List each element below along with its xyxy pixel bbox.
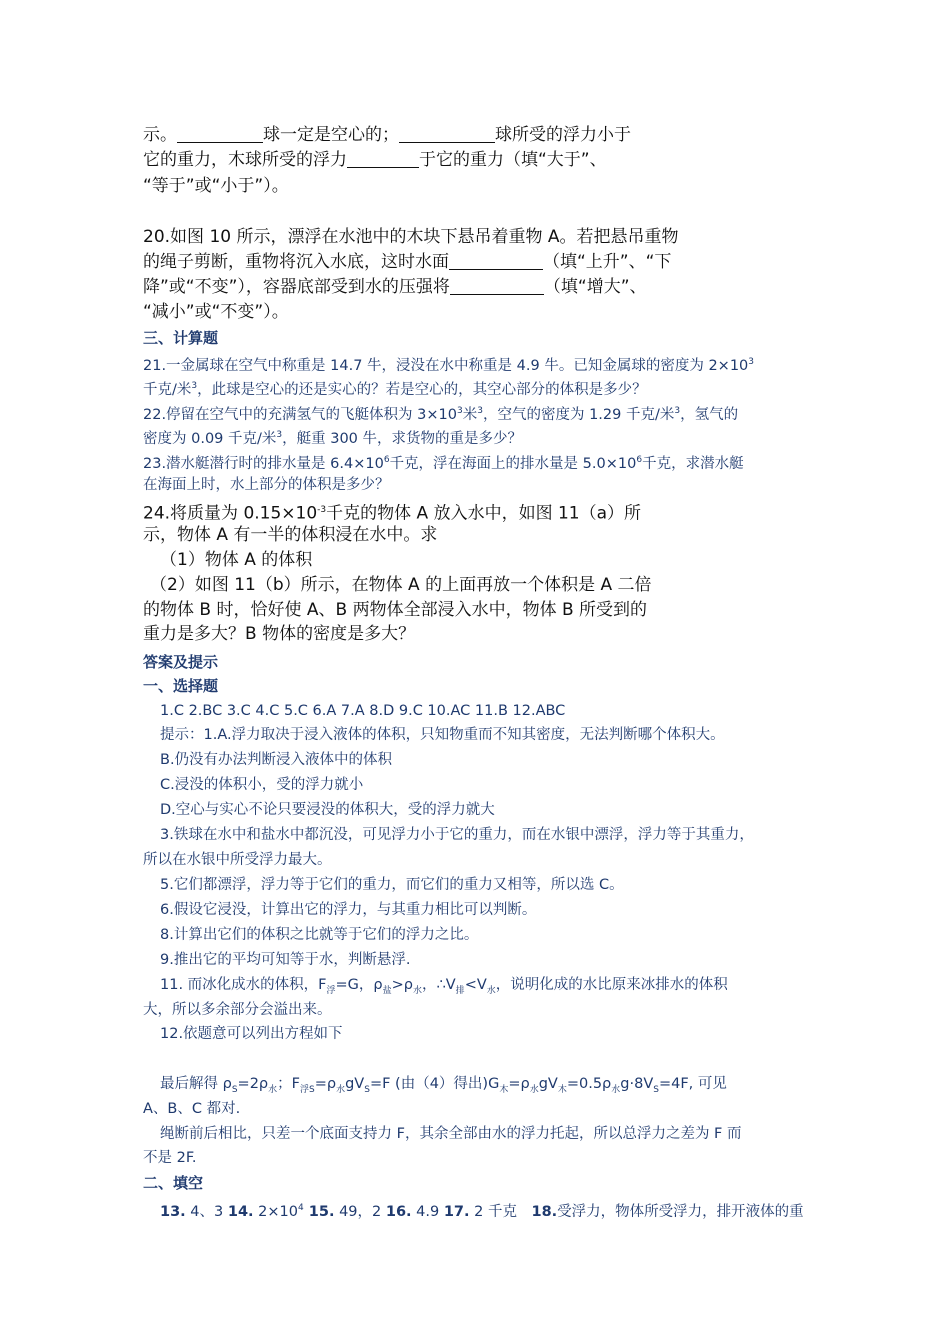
text: ，说明化成的水比原来冰排水的体积 [495, 977, 728, 993]
q20-line-4: “减小”或“不变”）。 [143, 302, 289, 322]
answer-blank[interactable] [399, 124, 495, 143]
q24-line-5: 的物体 B 时，恰好使 A、B 两物体全部浸入水中，物体 B 所受到的 [143, 600, 648, 620]
q19-line-1 [143, 123, 631, 147]
question-number: 16. [385, 1203, 412, 1220]
text: 2 千克 [469, 1203, 532, 1220]
question-number: 15. [303, 1203, 335, 1220]
text: 4、3 [185, 1203, 228, 1220]
text: ，此球是空心的还是实心的？若是空心的，其空心部分的体积是多少？ [197, 381, 647, 398]
hint-line-11 [160, 974, 728, 1002]
q20-line-1: 20.如图 10 所示，漂浮在水池中的木块下悬吊着重物 A。若把悬吊重物 [143, 227, 679, 247]
subscript: 浮S [300, 1084, 315, 1095]
text: gV [345, 1076, 365, 1092]
text: =2ρ [237, 1076, 269, 1092]
text: ，空气的密度为 1.29 千克/米 [482, 406, 675, 423]
text: =ρ [314, 1076, 337, 1092]
text: 密度为 0.09 千克/米 [143, 430, 277, 447]
text: 22.停留在空气中的充满氢气的飞艇体积为 3×10 [143, 406, 457, 423]
q22-line-1 [143, 400, 738, 426]
q21-line-2 [143, 375, 647, 401]
text: =F (由（4）得出)G [369, 1076, 500, 1092]
text: 2×10 [253, 1203, 298, 1220]
subscript: 木 [557, 1084, 567, 1095]
subscript: 水 [413, 985, 423, 996]
question-number: 17. [443, 1203, 470, 1220]
subscript: 水 [529, 1084, 539, 1095]
q24-line-3: （1）物体 A 的体积 [160, 550, 313, 570]
section-heading-choice: 一、选择题 [143, 677, 219, 695]
choice-answers: 1.C 2.BC 3.C 4.C 5.C 6.A 7.A 8.D 9.C 10.AC 11.B 12.ABC [160, 703, 566, 719]
superscript: 3 [477, 406, 483, 416]
superscript: 6 [636, 455, 643, 465]
superscript: 3 [748, 357, 755, 367]
text: 最后解得 ρ [160, 1076, 232, 1092]
text: （填“上升”、“下 [543, 252, 672, 272]
q20-line-2 [143, 250, 671, 274]
text: 千克，浮在海面上的排水量是 5.0×10 [389, 455, 637, 472]
superscript: 6 [383, 455, 390, 465]
q19-line-2 [143, 148, 607, 172]
text: 11. 而冰化成水的体积，F [160, 977, 327, 993]
hint-line-4: D.空心与实心不论只要浸没的体积大，受的浮力就大 [160, 802, 495, 818]
text: ，∴V [422, 977, 456, 993]
text: g·8V [620, 1076, 654, 1092]
text: <V [464, 977, 487, 993]
text: 24.将质量为 0.15×10 [143, 503, 318, 524]
q23-line-2: 在海面上时，水上部分的体积是多少？ [143, 477, 390, 493]
text: =G，ρ [335, 977, 383, 993]
hint-line-6: 所以在水银中所受浮力最大。 [143, 852, 332, 868]
hint-line-12: 大，所以多余部分会溢出来。 [143, 1002, 332, 1018]
section-heading-fill: 二、填空 [143, 1174, 204, 1192]
subscript: 水 [486, 985, 496, 996]
text: 49，2 [334, 1203, 386, 1220]
superscript: 3 [191, 381, 198, 391]
question-number: 13. [160, 1203, 186, 1220]
text: 受浮力，物体所受浮力，排开液体的重 [557, 1203, 804, 1220]
text: =ρ [508, 1076, 530, 1092]
hint-line-17: 不是 2F. [143, 1150, 197, 1166]
section-heading-calc: 三、计算题 [143, 329, 219, 347]
answers-heading: 答案及提示 [143, 653, 219, 671]
fill-answers [160, 1197, 804, 1223]
subscript: 水 [336, 1084, 346, 1095]
answer-blank[interactable] [177, 124, 263, 143]
text: 的绳子剪断，重物将沉入水底，这时水面 [143, 252, 449, 272]
hint-line-3: C.浸没的体积小，受的浮力就小 [160, 777, 364, 793]
q24-line-2: 示，物体 A 有一半的体积浸在水中。求 [143, 525, 438, 545]
text: 于它的重力（填“大于”、 [419, 150, 607, 170]
hint-line-14 [160, 1073, 727, 1101]
hint-line-5: 3.铁球在水中和盐水中都沉没，可见浮力小于它的重力，而在水银中漂浮，浮力等于其重力， [160, 827, 754, 843]
text: =0.5ρ [566, 1076, 612, 1092]
text: 球所受的浮力小于 [495, 125, 631, 145]
q24-line-1 [143, 498, 641, 526]
subscript: S [364, 1084, 370, 1095]
text: 23.潜水艇潜行时的排水量是 6.4×10 [143, 455, 384, 472]
hint-line-13: 12.依题意可以列出方程如下 [160, 1026, 343, 1042]
subscript: 浮 [326, 985, 336, 996]
answer-blank[interactable] [450, 276, 544, 295]
hint-line-16: 绳断前后相比，只差一个底面支持力 F，其余全部由水的浮力托起，所以总浮力之差为 F 而 [160, 1126, 742, 1142]
superscript: 3 [457, 406, 463, 416]
text: 千克/米 [143, 381, 192, 398]
subscript: 盐 [382, 985, 392, 996]
superscript: -3 [317, 505, 327, 515]
text: 米 [462, 406, 478, 423]
text: 千克，求潜水艇 [642, 455, 744, 472]
text: =4F, 可见 [658, 1076, 727, 1092]
text: >ρ [391, 977, 413, 993]
question-number: 18. [531, 1203, 558, 1220]
superscript: 3 [276, 430, 283, 440]
text: 它的重力，木球所受的浮力 [143, 150, 347, 170]
subscript: S [653, 1084, 659, 1095]
subscript: 水 [268, 1084, 278, 1095]
hint-line-10: 9.推出它的平均可知等于水，判断悬浮. [160, 952, 411, 968]
answer-blank[interactable] [347, 149, 419, 168]
question-number: 14. [227, 1203, 254, 1220]
subscript: 木 [499, 1084, 509, 1095]
text: 降”或“不变”），容器底部受到水的压强将 [143, 277, 450, 297]
q22-line-2 [143, 424, 522, 450]
subscript: S [231, 1084, 238, 1095]
subscript: 水 [611, 1084, 621, 1095]
q21-line-1 [143, 351, 754, 377]
hint-line-2: B.仍没有办法判断浸入液体中的体积 [160, 752, 393, 768]
q20-line-3 [143, 275, 647, 299]
q24-line-4: （2）如图 11（b）所示，在物体 A 的上面再放一个体积是 A 二倍 [150, 575, 652, 595]
hint-line-9: 8.计算出它们的体积之比就等于它们的浮力之比。 [160, 927, 479, 943]
hint-line-8: 6.假设它浸没，计算出它的浮力，与其重力相比可以判断。 [160, 902, 537, 918]
superscript: 3 [674, 406, 681, 416]
text: gV [538, 1076, 558, 1092]
text: ；F [277, 1076, 300, 1092]
q23-line-1 [143, 449, 744, 475]
superscript: 4 [297, 1203, 304, 1213]
text: 4.9 [411, 1203, 444, 1220]
text: ，艇重 300 牛，求货物的重是多少？ [282, 430, 523, 447]
subscript: 排 [455, 985, 465, 996]
answer-blank[interactable] [449, 251, 543, 270]
text: 千克的物体 A 放入水中，如图 11（a）所 [326, 503, 642, 524]
text: 球一定是空心的； [263, 125, 399, 145]
hint-line-15: A、B、C 都对. [143, 1101, 241, 1117]
text: （填“增大”、 [543, 277, 647, 297]
text: 21.一金属球在空气中称重是 14.7 牛，浸没在水中称重是 4.9 牛。已知金属球的密度为 2×10 [143, 357, 749, 374]
q24-line-6: 重力是多大？B 物体的密度是多大？ [143, 624, 416, 644]
text: 示。 [143, 125, 177, 145]
hint-line-7: 5.它们都漂浮，浮力等于它们的重力，而它们的重力又相等，所以选 C。 [160, 877, 624, 893]
text: ，氢气的 [680, 406, 739, 423]
hint-line-1: 提示：1.A.浮力取决于浸入液体的体积，只知物重而不知其密度，无法判断哪个体积大。 [160, 727, 725, 743]
q19-line-3: “等于”或“小于”）。 [143, 176, 289, 196]
